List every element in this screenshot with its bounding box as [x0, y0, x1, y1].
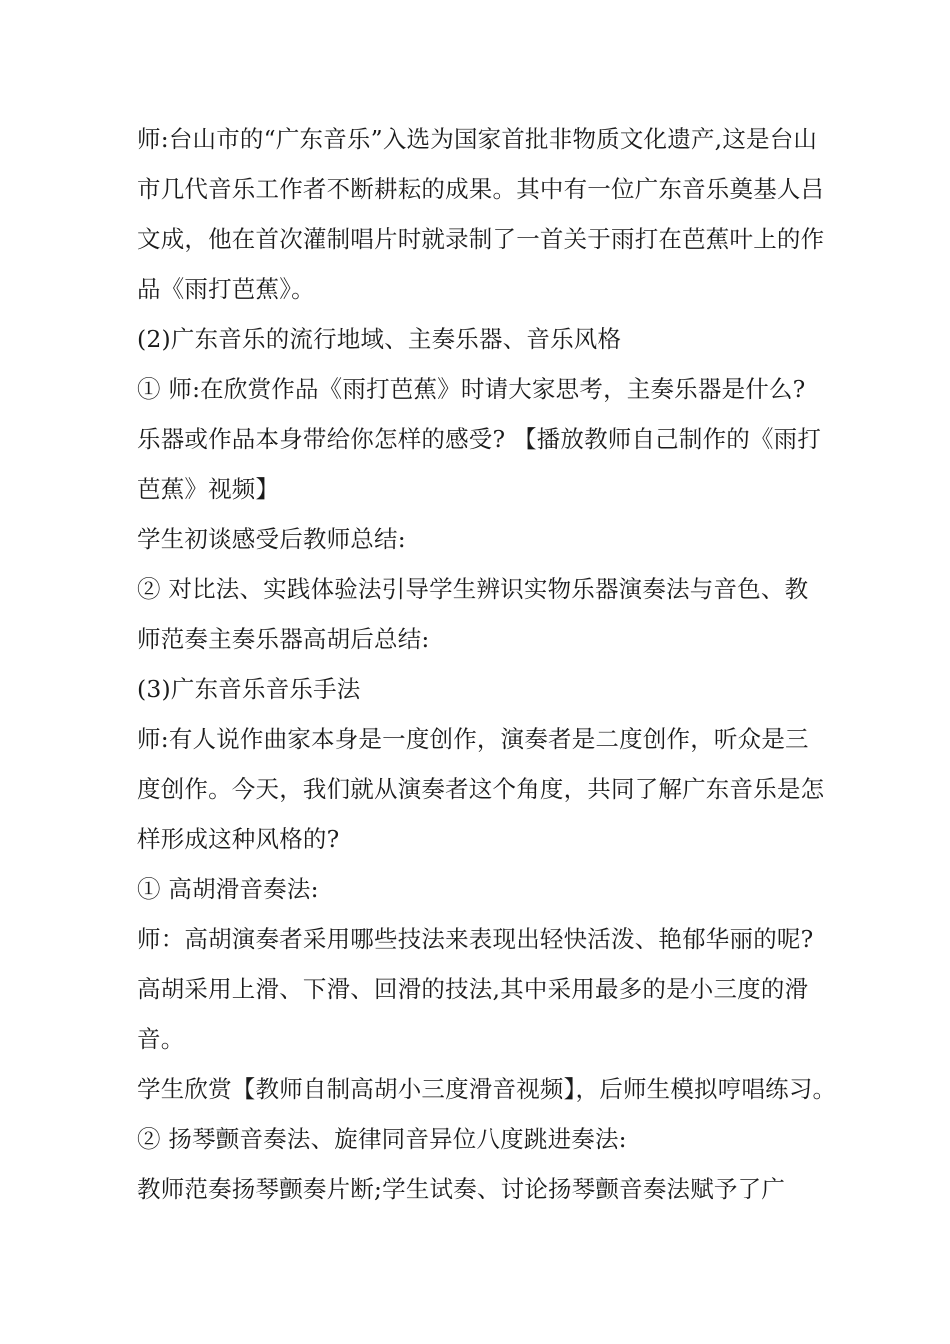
text-line: ① 师:在欣赏作品《雨打芭蕉》时请大家思考，主奏乐器是什么? — [137, 375, 806, 403]
text-line: 高胡采用上滑、下滑、回滑的技法,其中采用最多的是小三度的滑 — [137, 975, 809, 1003]
text-line: 市几代音乐工作者不断耕耘的成果。其中有一位广东音乐奠基人吕 — [137, 175, 825, 203]
text-line: 教师范奏扬琴颤奏片断;学生试奏、讨论扬琴颤音奏法赋予了广 — [137, 1175, 786, 1203]
text-line: 品《雨打芭蕉》。 — [137, 275, 315, 303]
text-line: 师:有人说作曲家本身是一度创作，演奏者是二度创作，听众是三 — [137, 725, 809, 753]
text-line: 师:台山市的“广东音乐”入选为国家首批非物质文化遗产,这是台山 — [137, 125, 818, 153]
text-line: 芭蕉》视频】 — [137, 475, 280, 503]
text-line: 音。 — [137, 1025, 185, 1053]
text-line: 度创作。今天，我们就从演奏者这个角度，共同了解广东音乐是怎 — [137, 775, 825, 803]
text-line: ② 扬琴颤音奏法、旋律同音异位八度跳进奏法: — [137, 1125, 627, 1153]
text-line: 样形成这种风格的? — [137, 825, 340, 853]
text-line: 学生欣赏【教师自制高胡小三度滑音视频】，后师生模拟哼唱练习。 — [137, 1075, 837, 1103]
section-heading: (2)广东音乐的流行地域、主奏乐器、音乐风格 — [137, 325, 622, 353]
document-body — [137, 114, 837, 1214]
text-line: ② 对比法、实践体验法引导学生辨识实物乐器演奏法与音色、教 — [137, 575, 809, 603]
section-heading: (3)广东音乐音乐手法 — [137, 675, 361, 703]
text-line: 师：高胡演奏者采用哪些技法来表现出轻快活泼、艳郁华丽的呢? — [137, 925, 814, 953]
text-line: 乐器或作品本身带给你怎样的感受? 【播放教师自己制作的《雨打 — [137, 425, 822, 453]
text-line: 学生初谈感受后教师总结: — [137, 525, 406, 553]
text-line: 文成，他在首次灌制唱片时就录制了一首关于雨打在芭蕉叶上的作 — [137, 225, 825, 253]
text-line: 师范奏主奏乐器高胡后总结: — [137, 625, 430, 653]
text-line: ① 高胡滑音奏法: — [137, 875, 319, 903]
